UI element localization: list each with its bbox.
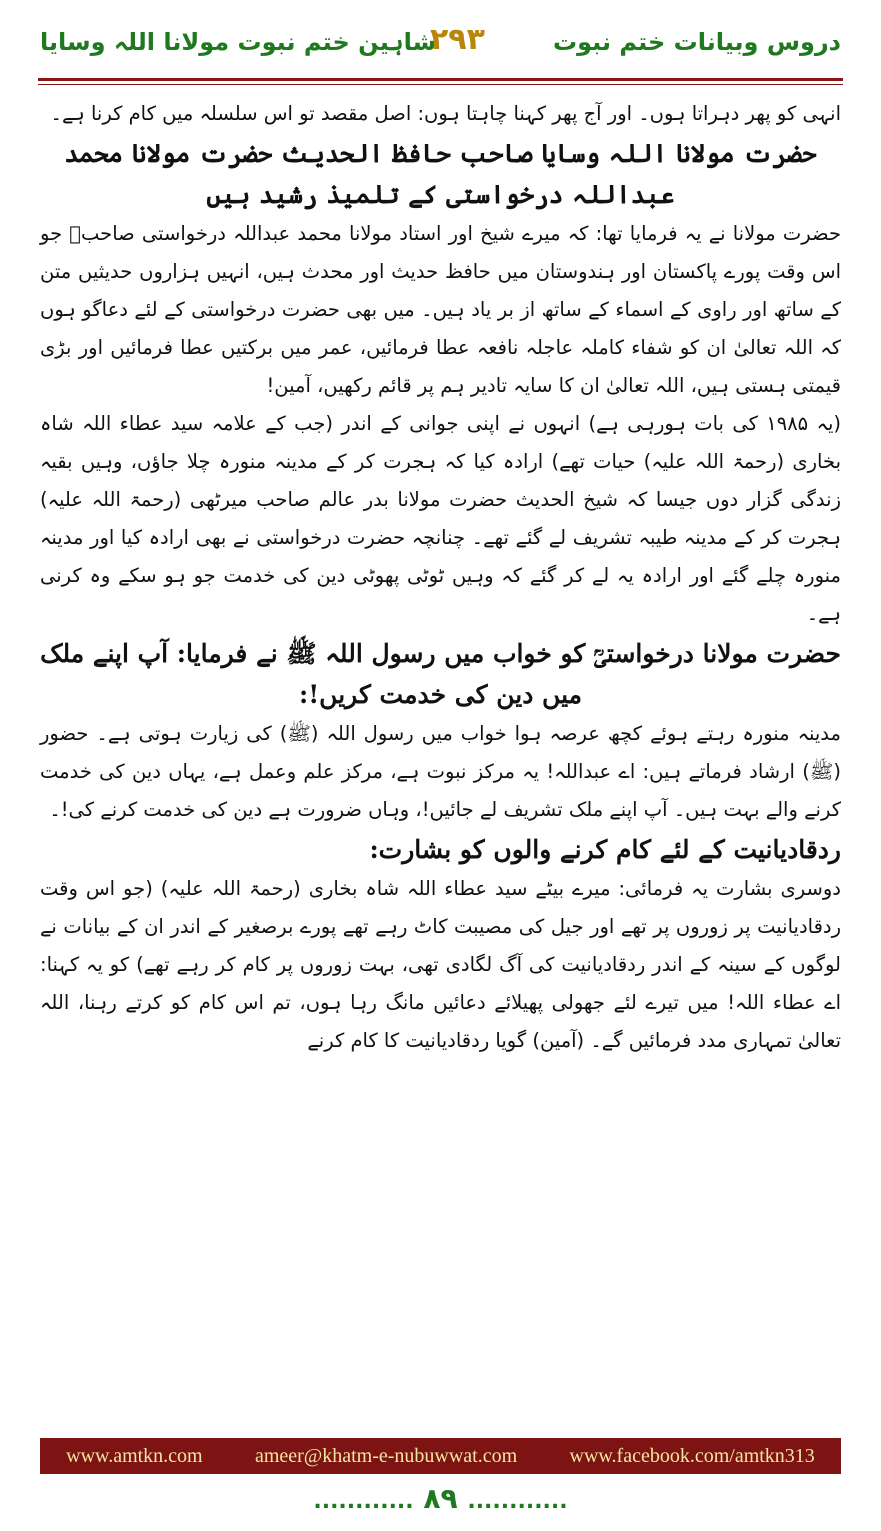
paragraph-2: (یہ ۱۹۸۵ کی بات ہورہی ہے) انہوں نے اپنی جوانی کے اندر (جب کے علامہ سید عطاء اللہ شاہ بخاری (رحمۃ اللہ علیہ) حیات تھے) ارادہ کیا کہ ہجرت کر کے مدینہ منورہ چلا جاؤں، وہیں بقیہ زندگی گزار دوں جیسا کہ شیخ الحدیث حضرت مولانا بدر عالم صاحب میرٹھی (رحمۃ اللہ علیہ) ہجرت کر کے مدینہ طیبہ تشریف لے گئے تھے۔ چنانچہ حضرت درخواستی نے بھی ارادہ کیا اور مدینہ منورہ چلے گئے اور ارادہ یہ لے کر گئے کہ وہیں ٹوٹی پھوٹی دین کی خدمت جو ہو سکے وہ کرنی ہے۔ xyxy=(40,412,841,625)
header-rule xyxy=(38,78,843,81)
page-header xyxy=(18,22,863,70)
paragraph-3: مدینہ منورہ رہتے ہوئے کچھ عرصہ ہوا خواب میں رسول اللہ (ﷺ) کی زیارت ہوتی ہے۔ حضور (ﷺ) ارشاد فرماتے ہیں: اے عبداللہ! یہ مرکز نبوت ہے، مرکز علم وعمل ہے، یہاں دین کی خدمت کرنے والے بہت ہیں۔ آپ اپنے ملک تشریف لے جائیں!، وہاں ضرورت ہے دین کی خدمت کرنے کی!۔ xyxy=(40,722,841,821)
section-heading-3: ردقادیانیت کے لئے کام کرنے والوں کو بشارت: xyxy=(369,835,841,864)
section-heading-1: حضرت مولانا اللہ وسایا صاحب حافظ الحدیث حضرت مولانا محمد عبداللہ درخواستی کے تلمیذ رشید ہیں xyxy=(64,139,817,209)
header-page-number: ۲۹۳ xyxy=(430,22,485,57)
footer-bar xyxy=(40,1438,841,1474)
header-book-title: دروس وبیانات ختم نبوت xyxy=(553,28,841,56)
paragraph-4: دوسری بشارت یہ فرمائی: میرے بیٹے سید عطاء اللہ شاہ بخاری (رحمۃ اللہ علیہ) (جو اس وقت ردقادیانیت پر زوروں پر تھے اور جیل کی مصیبت کاٹ رہے تھے پورے برصغیر کے اندر ان کے بیانات نے لوگوں کے سینہ کے اندر ردقادیانیت کی آگ لگادی تھی، بہت زوروں پر کام کر رہے تھے) کو یہ کہنا: اے عطاء اللہ! میں تیرے لئے جھولی پھیلائے دعائیں مانگ رہا ہوں، تم اس کام کو کرتے رہنا، اللہ تعالیٰ تمہاری مدد فرمائیں گے۔ (آمین) گویا ردقادیانیت کا کام کرنے xyxy=(40,877,841,1052)
footer-facebook-link[interactable]: www.facebook.com/amtkn313 xyxy=(569,1444,815,1467)
dots-right: ............ xyxy=(467,1489,568,1514)
footer-website-link[interactable]: www.amtkn.com xyxy=(66,1444,203,1467)
intro-line: انہی کو پھر دہراتا ہوں۔ اور آج پھر کہنا چاہتا ہوں: اصل مقصد تو اس سلسلہ میں کام کرنا ہے۔ xyxy=(50,102,841,125)
footer-email-link[interactable]: ameer@khatm-e-nubuwwat.com xyxy=(254,1444,518,1467)
header-rule-thin xyxy=(38,84,843,85)
header-book-subtitle: شاہین ختم نبوت مولانا اللہ وسایا xyxy=(40,28,437,56)
page-body xyxy=(40,95,841,1060)
section-heading-2: حضرت مولانا درخواستیؒ کو خواب میں رسول اللہ ﷺ نے فرمایا: آپ اپنے ملک میں دین کی خدمت کریں!: xyxy=(40,639,841,709)
footer-page-number-row xyxy=(0,1482,881,1515)
dots-left: ............ xyxy=(313,1489,414,1514)
page-number: ۸۹ xyxy=(423,1482,458,1515)
paragraph-1: حضرت مولانا نے یہ فرمایا تھا: کہ میرے شیخ اور استاد مولانا محمد عبداللہ درخواستی صاحبؒ جو اس وقت پورے پاکستان اور ہندوستان میں حافظ حدیث اور محدث ہیں، انہیں ہزاروں حدیثیں متن کے ساتھ اور راوی کے اسماء کے ساتھ از بر یاد ہیں۔ میں بھی حضرت درخواستی کے لئے دعاگو ہوں کہ اللہ تعالیٰ ان کو شفاء کاملہ عاجلہ نافعہ عطا فرمائیں، عمر میں برکتیں عطا فرمائیں اور بڑی قیمتی ہستی ہیں، اللہ تعالیٰ ان کا سایہ تادیر ہم پر قائم رکھیں، آمین! xyxy=(40,222,841,397)
